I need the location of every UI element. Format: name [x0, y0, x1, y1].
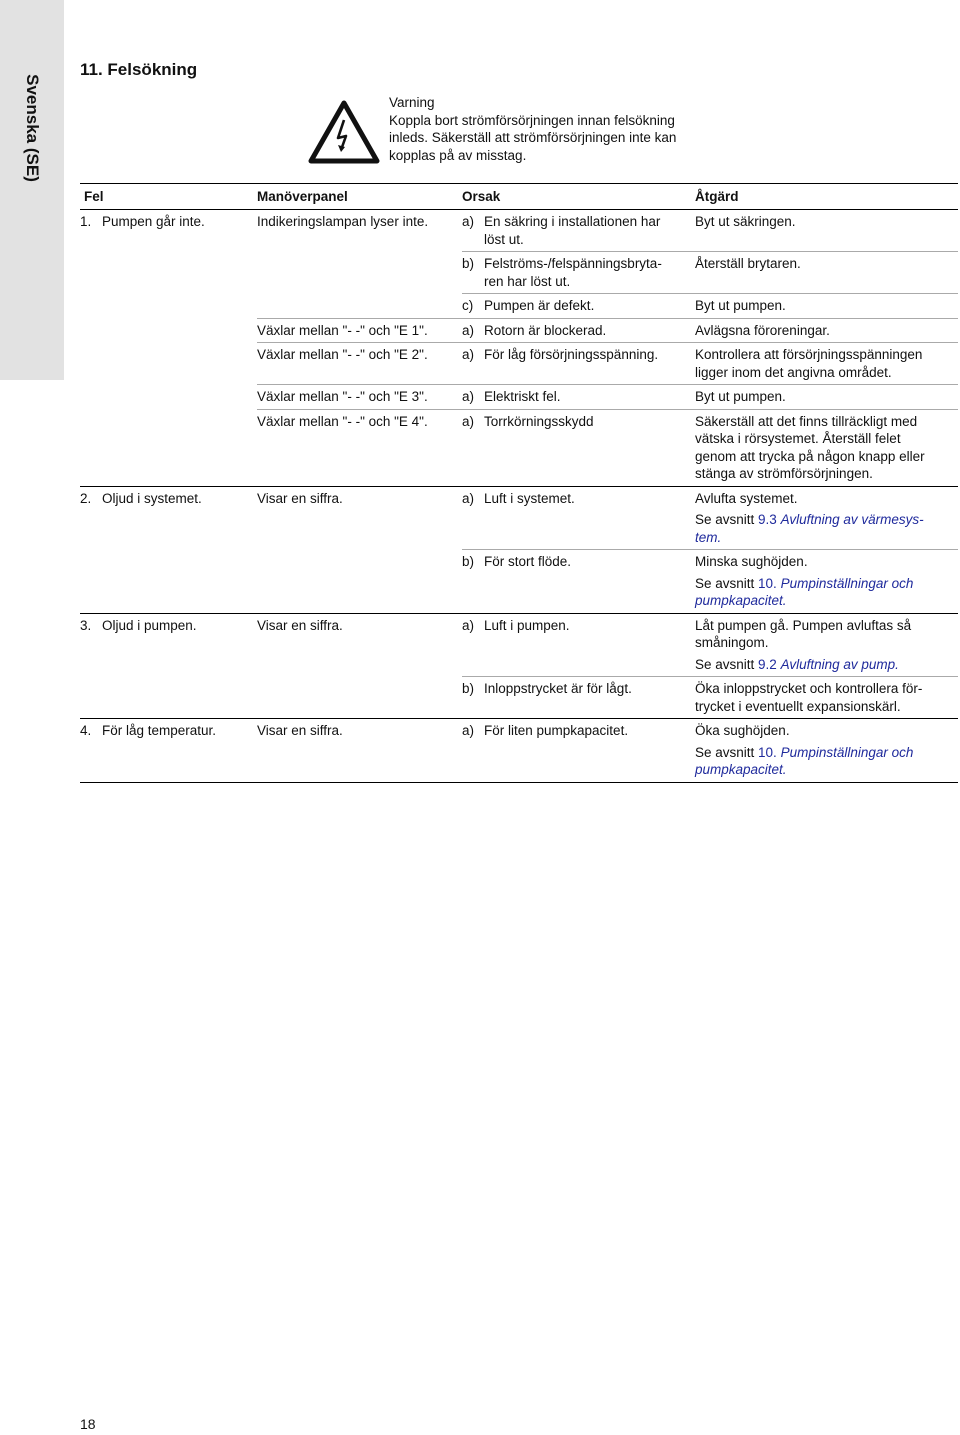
fel-cell — [80, 413, 257, 431]
action-cell — [695, 322, 958, 340]
cause-line: För stort flöde. — [484, 554, 572, 569]
reference-prefix: Se avsnitt — [695, 656, 759, 672]
action-cell — [695, 722, 958, 779]
fel-cell — [80, 553, 257, 571]
cause-cell — [462, 322, 695, 340]
fel-cell — [80, 722, 257, 740]
section-reference — [695, 744, 958, 779]
table-row — [80, 550, 958, 613]
reference-line — [695, 592, 958, 610]
cause-text — [484, 346, 695, 364]
action-cell — [695, 346, 958, 381]
action-line: Återställ brytaren. — [695, 256, 801, 271]
reference-link: pumpkapacitet. — [695, 593, 787, 608]
cause-text — [484, 490, 695, 508]
cause-text — [484, 553, 695, 571]
fel-cell — [80, 680, 257, 698]
action-cell — [695, 213, 958, 231]
action-line: trycket i eventuellt expansionskärl. — [695, 698, 901, 714]
cause-text — [484, 413, 695, 431]
header-orsak: Orsak — [462, 189, 501, 204]
table-row — [80, 385, 958, 409]
cause-letter: b) — [462, 256, 475, 271]
warning-box — [389, 94, 729, 164]
cause-cell — [462, 680, 695, 698]
action-line: Öka sughöjden. — [695, 723, 790, 738]
fel-number: 1. — [80, 214, 92, 229]
table-row — [80, 410, 958, 486]
fel-cell — [80, 297, 257, 315]
reference-line — [695, 656, 958, 674]
fel-cell — [80, 346, 257, 364]
panel-cell: Visar en siffra. — [257, 490, 343, 506]
fel-cell — [80, 213, 257, 231]
fel-number: 3. — [80, 617, 92, 633]
fel-text: För låg temperatur. — [102, 723, 217, 738]
cause-line: ren har löst ut. — [484, 273, 571, 289]
electrical-hazard-warning-icon — [308, 100, 380, 164]
reference-prefix: Se avsnitt — [695, 512, 759, 527]
reference-prefix: Se avsnitt — [695, 744, 759, 760]
cause-line: För liten pumpkapacitet. — [484, 723, 629, 738]
panel-cell: Visar en siffra. — [257, 617, 343, 633]
cause-line: Pumpen är defekt. — [484, 298, 595, 313]
action-line: småningom. — [695, 635, 769, 650]
table-row — [80, 210, 958, 251]
section-reference — [695, 511, 958, 546]
fel-text: Oljud i systemet. — [102, 490, 202, 506]
action-line: ligger inom det angivna området. — [695, 364, 892, 380]
panel-cell: Växlar mellan "- -" och "E 2". — [257, 347, 428, 362]
troubleshooting-table — [80, 183, 958, 783]
table-row — [80, 719, 958, 782]
cause-letter: a) — [462, 389, 475, 404]
action-cell — [695, 680, 958, 715]
cause-text — [484, 388, 695, 406]
cause-line: Elektriskt fel. — [484, 389, 561, 404]
cause-letter: b) — [462, 554, 475, 569]
page-number: 18 — [80, 1416, 96, 1432]
warning-line: Koppla bort strömförsörjningen innan felsökning — [389, 112, 675, 128]
action-line: Öka inloppstrycket och kontrollera för- — [695, 681, 923, 696]
fel-cell — [80, 388, 257, 406]
language-label: Svenska (SE) — [23, 74, 42, 182]
reference-number: 9.3 — [758, 512, 777, 527]
fel-cell — [80, 255, 257, 273]
action-line: Byt ut säkringen. — [695, 214, 796, 229]
cause-text — [484, 297, 695, 315]
action-cell — [695, 617, 958, 674]
cause-cell — [462, 297, 695, 315]
action-line: Byt ut pumpen. — [695, 389, 786, 404]
cause-line: Felströms-/felspänningsbryta- — [484, 256, 662, 271]
reference-line — [695, 529, 958, 547]
reference-link: Pumpinställningar och — [780, 575, 914, 591]
table-row — [80, 487, 958, 550]
cause-line: Luft i pumpen. — [484, 617, 570, 633]
fel-cell — [80, 490, 257, 508]
table-row — [80, 614, 958, 677]
header-atgard: Åtgärd — [695, 189, 739, 204]
action-cell — [695, 413, 958, 483]
cause-line: löst ut. — [484, 231, 524, 247]
reference-link: Avluftning av pump. — [780, 656, 899, 672]
cause-text — [484, 722, 695, 740]
action-cell — [695, 255, 958, 273]
action-line: Säkerställ att det finns tillräckligt med — [695, 413, 918, 429]
table-row — [80, 294, 958, 318]
reference-number: 10. — [758, 744, 777, 760]
cause-letter: a) — [462, 490, 475, 506]
fel-text: Oljud i pumpen. — [102, 617, 197, 633]
section-reference — [695, 575, 958, 610]
cause-line: Inloppstrycket är för lågt. — [484, 681, 632, 696]
table-row — [80, 343, 958, 384]
panel-cell: Indikeringslampan lyser inte. — [257, 214, 429, 229]
reference-prefix: Se avsnitt — [695, 575, 759, 591]
cause-text — [484, 322, 695, 340]
cause-letter: a) — [462, 214, 475, 229]
action-line: Låt pumpen gå. Pumpen avluftas så — [695, 617, 912, 633]
panel-cell: Växlar mellan "- -" och "E 1". — [257, 322, 428, 338]
action-cell — [695, 490, 958, 547]
table-row — [80, 677, 958, 718]
reference-line — [695, 575, 958, 593]
reference-link: pumpkapacitet. — [695, 762, 787, 777]
panel-cell: Visar en siffra. — [257, 723, 343, 738]
fel-cell — [80, 617, 257, 635]
action-line: genom att trycka på någon knapp eller — [695, 448, 925, 464]
reference-line — [695, 511, 958, 529]
cause-letter: a) — [462, 322, 475, 338]
section-reference — [695, 656, 958, 674]
action-cell — [695, 297, 958, 315]
cause-letter: a) — [462, 347, 475, 362]
fel-cell — [80, 322, 257, 340]
reference-number: 10. — [758, 575, 777, 591]
cause-letter: a) — [462, 723, 475, 738]
action-cell — [695, 388, 958, 406]
action-line: Avlägsna föroreningar. — [695, 322, 830, 338]
header-panel: Manöverpanel — [257, 189, 348, 204]
panel-cell: Växlar mellan "- -" och "E 4". — [257, 413, 428, 429]
cause-letter: b) — [462, 681, 475, 696]
cause-cell — [462, 213, 695, 248]
reference-link: Pumpinställningar och — [780, 744, 914, 760]
table-row — [80, 319, 958, 343]
cause-letter: c) — [462, 298, 474, 313]
warning-line: kopplas på av misstag. — [389, 147, 527, 163]
cause-cell — [462, 413, 695, 431]
cause-line: Luft i systemet. — [484, 490, 575, 506]
cause-cell — [462, 553, 695, 571]
fel-number: 2. — [80, 490, 92, 506]
cause-cell — [462, 617, 695, 635]
cause-cell — [462, 255, 695, 290]
cause-text — [484, 255, 695, 290]
cause-letter: a) — [462, 413, 475, 429]
header-fel: Fel — [84, 189, 104, 204]
reference-link: Avluftning av värmesys- — [780, 512, 924, 527]
cause-line: Rotorn är blockerad. — [484, 322, 607, 338]
panel-cell: Växlar mellan "- -" och "E 3". — [257, 389, 428, 404]
fel-text: Pumpen går inte. — [102, 214, 205, 229]
reference-line — [695, 744, 958, 762]
action-line: Avlufta systemet. — [695, 490, 798, 506]
cause-text — [484, 213, 695, 248]
table-body — [80, 210, 958, 783]
cause-cell — [462, 722, 695, 740]
action-line: Kontrollera att försörjningsspänningen — [695, 347, 923, 362]
action-line: Minska sughöjden. — [695, 554, 808, 569]
language-sidebar — [0, 0, 64, 380]
warning-title: Varning — [389, 95, 435, 110]
action-line: Byt ut pumpen. — [695, 298, 786, 313]
cause-cell — [462, 490, 695, 508]
table-header — [80, 183, 958, 210]
cause-text — [484, 617, 695, 635]
cause-cell — [462, 388, 695, 406]
warning-line: inleds. Säkerställ att strömförsörjningen inte kan — [389, 130, 677, 145]
reference-number: 9.2 — [758, 656, 777, 672]
action-line: vätska i rörsystemet. Återställ felet — [695, 431, 901, 446]
cause-line: Torrkörningsskydd — [484, 413, 594, 429]
cause-text — [484, 680, 695, 698]
section-heading: 11. Felsökning — [80, 60, 198, 79]
fel-number: 4. — [80, 723, 92, 738]
cause-line: För låg försörjningsspänning. — [484, 347, 659, 362]
action-cell — [695, 553, 958, 610]
cause-line: En säkring i installationen har — [484, 214, 661, 229]
cause-letter: a) — [462, 617, 475, 633]
cause-cell — [462, 346, 695, 364]
row-separator — [80, 782, 958, 783]
table-row — [80, 252, 958, 293]
action-line: stänga av strömförsörjningen. — [695, 466, 873, 481]
reference-line — [695, 761, 958, 779]
reference-link: tem. — [695, 529, 722, 545]
